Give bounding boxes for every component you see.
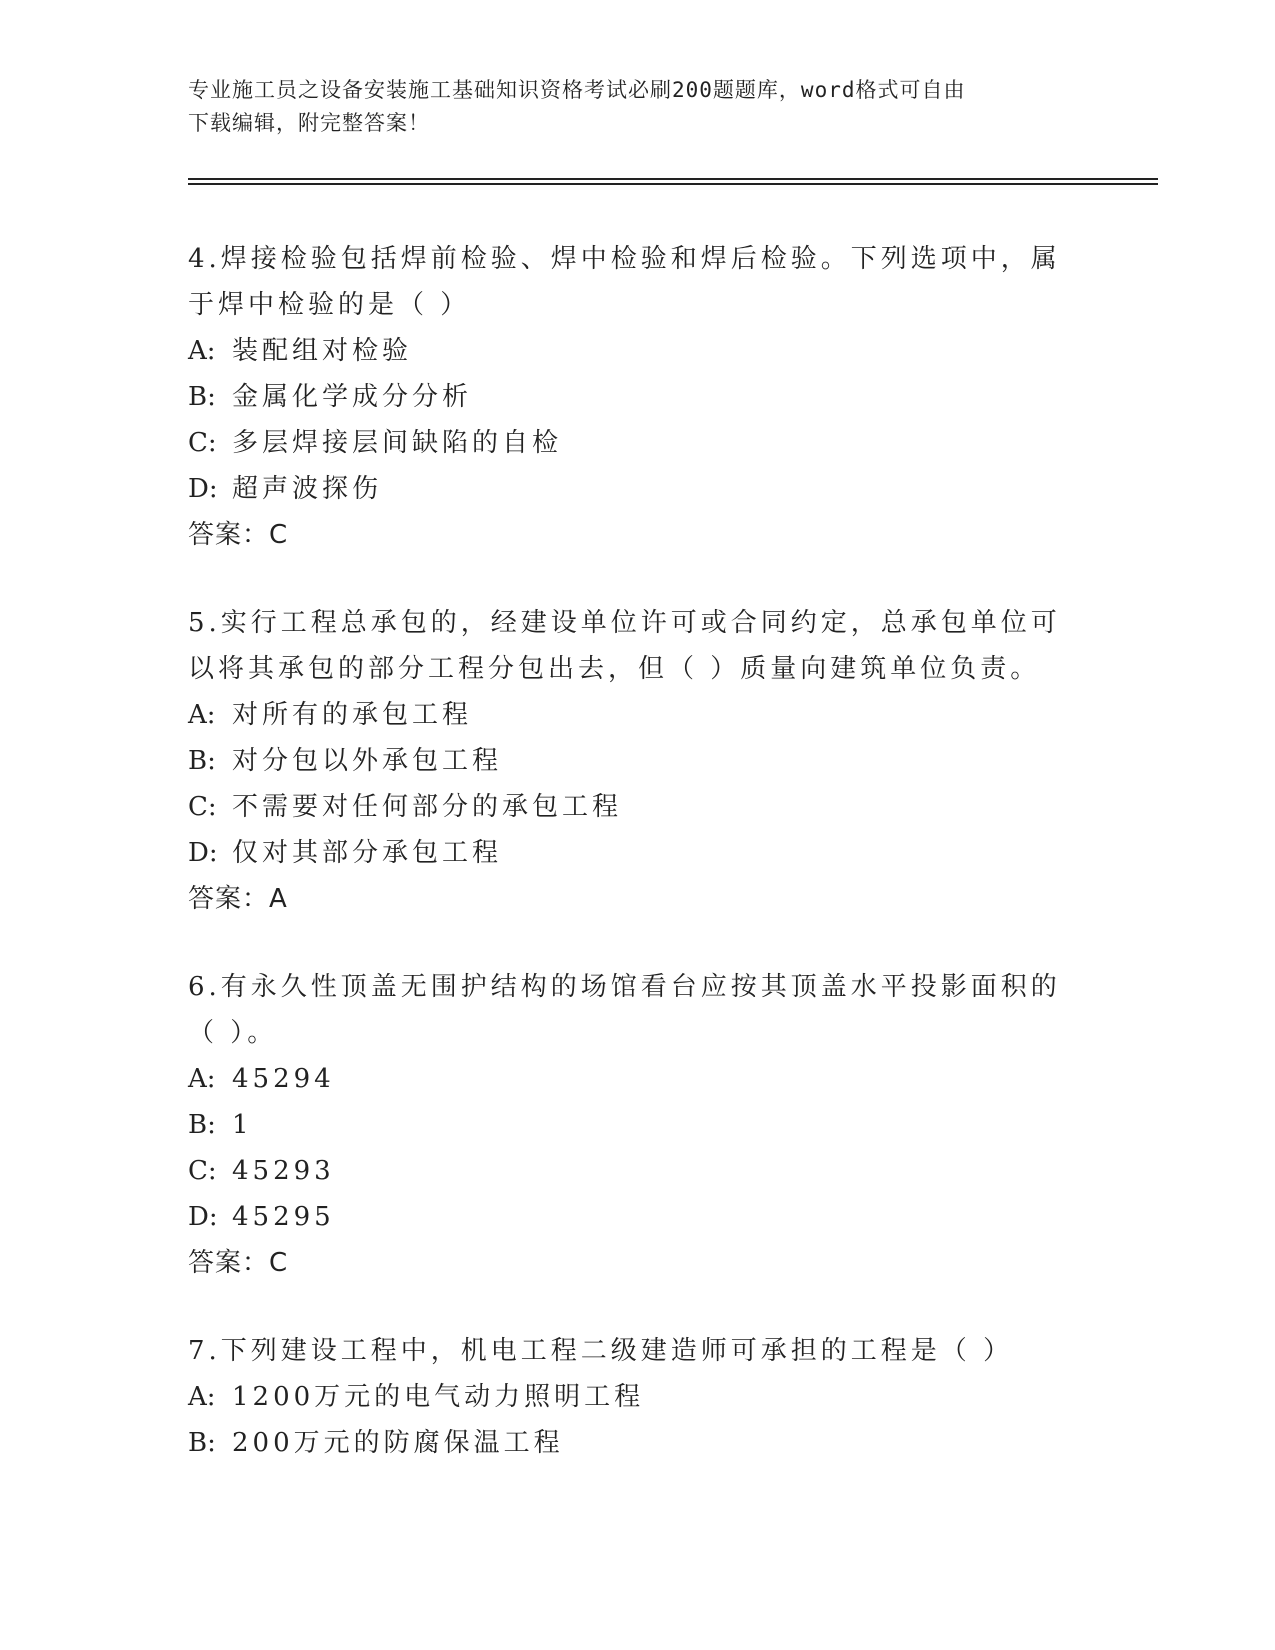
option-key: C: [188,792,217,822]
option-key: A: [188,700,216,730]
option-a [188,1374,1068,1420]
question-stem: 4.焊接检验包括焊前检验、焊中检验和焊后检验。下列选项中，属于焊中检验的是（ ） [188,244,1061,320]
option-key: B: [188,382,216,412]
option-text: 200万元的防腐保温工程 [232,1428,564,1458]
option-text: 装配组对检验 [232,336,413,366]
option-key: D: [188,474,218,504]
option-text: 多层焊接层间缺陷的自检 [232,428,563,458]
option-key: B: [188,1110,216,1140]
option-c [188,420,1068,466]
option-text: 对所有的承包工程 [232,700,473,730]
option-a [188,692,1068,738]
option-c [188,1148,1068,1194]
option-b [188,1102,1068,1148]
answer-line: 答案：C [188,1248,289,1278]
option-text: 45293 [232,1156,335,1186]
option-text: 45295 [232,1202,335,1232]
option-b [188,1420,1068,1466]
option-text: 1200万元的电气动力照明工程 [232,1382,645,1412]
option-key: C: [188,428,217,458]
option-key: D: [188,838,218,868]
question-5 [188,600,1068,922]
option-key: B: [188,746,216,776]
question-stem: 7.下列建设工程中，机电工程二级建造师可承担的工程是（ ） [188,1336,1014,1366]
option-key: A: [188,1382,216,1412]
option-key: D: [188,1202,218,1232]
question-6 [188,964,1068,1286]
option-key: C: [188,1156,217,1186]
question-7 [188,1328,1068,1466]
question-stem: 6.有永久性顶盖无围护结构的场馆看台应按其顶盖水平投影面积的（ ）。 [188,972,1061,1048]
option-a [188,328,1068,374]
option-a [188,1056,1068,1102]
option-key: A: [188,1064,216,1094]
option-text: 不需要对任何部分的承包工程 [232,792,623,822]
question-4 [188,236,1068,558]
option-key: B: [188,1428,216,1458]
header-line-2: 下载编辑，附完整答案！ [188,111,430,135]
option-key: A: [188,336,216,366]
document-header [188,74,1088,140]
option-text: 金属化学成分分析 [232,382,473,412]
question-stem: 5.实行工程总承包的，经建设单位许可或合同约定，总承包单位可以将其承包的部分工程分包出去，但（ ）质量向建筑单位负责。 [188,608,1061,684]
option-b [188,738,1068,784]
option-text: 超声波探伤 [232,474,383,504]
option-d [188,1194,1068,1240]
option-b [188,374,1068,420]
answer-line: 答案：C [188,520,289,550]
option-d [188,466,1068,512]
option-text: 1 [232,1110,253,1140]
header-divider-top [188,178,1158,180]
answer-line: 答案：A [188,884,288,914]
header-line-1: 专业施工员之设备安装施工基础知识资格考试必刷200题题库，word格式可自由 [188,78,966,102]
option-text: 45294 [232,1064,335,1094]
header-divider-bottom [188,183,1158,185]
option-text: 对分包以外承包工程 [232,746,503,776]
option-text: 仅对其部分承包工程 [232,838,503,868]
option-c [188,784,1068,830]
option-d [188,830,1068,876]
